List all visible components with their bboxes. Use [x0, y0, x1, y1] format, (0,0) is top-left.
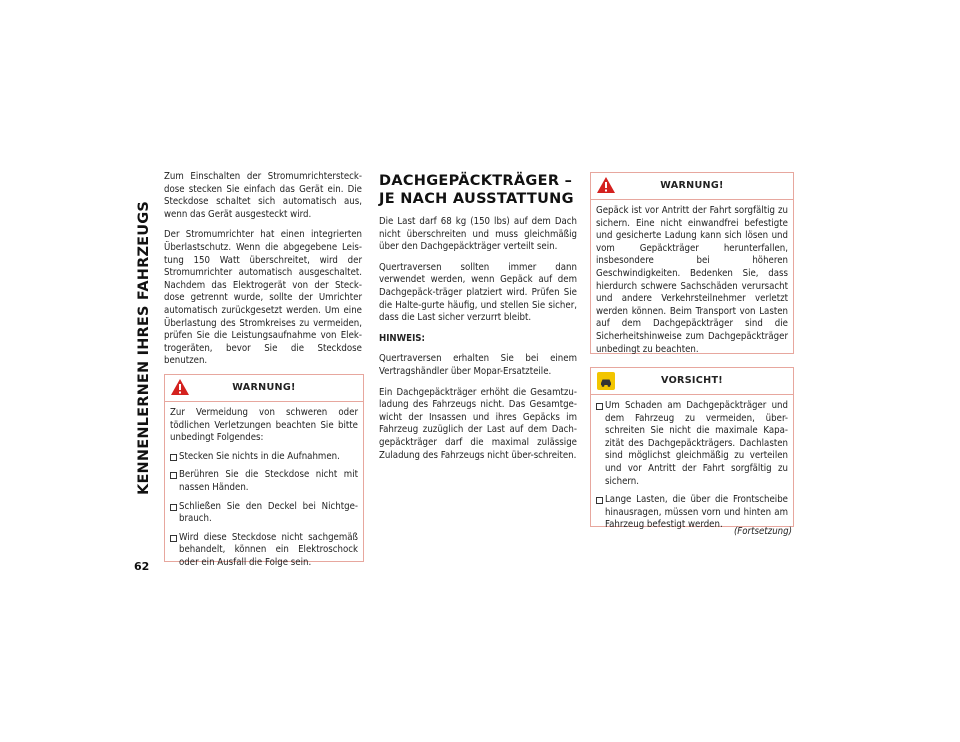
warning-box-roof-rack [590, 172, 794, 354]
page-number: 62 [134, 560, 150, 573]
list-item: Um Schaden am Dachgepäckträger und dem Fahrzeug zu vermeiden, über-schreiten Sie nicht die maximale Kapa-zität des Dachgepäckträgers. Dachlasten sind möglichst gleichmäßig zu verteilen und vor Antritt der Fahrt sorgfältig zu sichern. [596, 400, 788, 488]
warning-text: Gepäck ist vor Antritt der Fahrt sorgfältig zu sichern. Eine nicht einwandfrei befestigte und gesicherte Ladung kann sich lösen und vom Gepäckträger herunterfallen, insbesondere bei höheren Geschwindigkeiten. Bedenken Sie, dass hierdurch schwere Sachschäden verursacht und andere Verkehrsteilnehmer verletzt werden können. Beim Transport von Lasten auf dem Dachgepäckträger sind die Sicherheitshinweise zum Dachgepäckträger unbedingt zu beachten. [596, 205, 788, 355]
bullet-square-icon [170, 504, 177, 511]
paragraph: Ein Dachgepäckträger erhöht die Gesamtzu-ladung des Fahrzeugs nicht. Das Gesamtge-wicht der Insassen und ihres Gepäcks im Fahrzeug zuzüglich der Last auf dem Dach-gepäckträger darf die maximal zulässige Zuladung des Fahrzeugs nicht über-schreiten. [379, 386, 577, 461]
continued-note: (Fortsetzung) [733, 526, 792, 537]
bullet-square-icon [596, 497, 603, 504]
warning-title: WARNUNG! [660, 180, 724, 191]
warning-header [591, 173, 793, 200]
paragraph: Die Last darf 68 kg (150 lbs) auf dem Dach nicht überschreiten und muss gleichmäßig über den Dachgepäckträger verteilt sein. [379, 216, 577, 253]
warning-header [165, 375, 363, 402]
column-1 [164, 171, 362, 376]
list-item: Schließen Sie den Deckel bei Nichtge-brauch. [170, 501, 358, 526]
warning-title: WARNUNG! [232, 382, 296, 393]
caution-box-roof-rack [590, 367, 794, 531]
section-heading: DACHGEPÄCKTRÄGER – JE NACH AUSSTATTUNG [379, 173, 574, 207]
bullet-square-icon [596, 403, 603, 410]
warning-intro: Zur Vermeidung von schweren oder tödlichen Verletzungen beachten Sie bitte unbedingt Folgendes: [170, 407, 358, 444]
caution-header [591, 368, 793, 395]
note-title: HINWEIS: [379, 332, 425, 344]
side-chapter-title: KENNENLERNEN IHRES FAHRZEUGS [136, 201, 152, 495]
note-text: Quertraversen erhalten Sie bei einem Vertragshändler über Mopar-Ersatzteile. [379, 353, 577, 377]
bullet-square-icon [170, 535, 177, 542]
warning-box-power-outlet [164, 374, 364, 568]
paragraph: Der Stromumrichter hat einen integrierten Überlastschutz. Wenn die abgegebene Leis-tung 150 Watt überschreitet, wird der Stromumrichter automatisch ausgeschaltet. Nachdem das Elektrogerät von der Steck-dose getrennt wurde, sollte der Umrichter automatisch zurückgesetzt werden. Um eine Überlastung des Stromkreises zu vermeiden, prüfen Sie die Leistungsaufnahme von Elek-trogeräten, bevor Sie die Steckdose benutzen. [164, 229, 362, 367]
list-item: Lange Lasten, die über die Frontscheibe hinausragen, müssen vorn und hinten am Fahrzeug befestigt werden. [596, 494, 788, 532]
list-item: Stecken Sie nichts in die Aufnahmen. [170, 451, 358, 464]
list-item: Berühren Sie die Steckdose nicht mit nassen Händen. [170, 469, 358, 494]
list-item: Wird diese Steckdose nicht sachgemäß behandelt, können ein Elektroschock oder ein Ausfall die Folge sein. [170, 532, 358, 570]
bullet-square-icon [170, 472, 177, 479]
paragraph: Quertraversen sollten immer dann verwendet werden, wenn Gepäck auf dem Dachgepäck-träger platziert wird. Prüfen Sie die Halte-gurte häufig, und stellen Sie sicher, dass die Last sicher verzurrt bleibt. [379, 261, 577, 324]
paragraph: Zum Einschalten der Stromumrichtersteck-dose stecken Sie einfach das Gerät ein. Die Steckdose schaltet sich automatisch aus, wenn das Gerät ausgesteckt wird. [164, 171, 362, 220]
bullet-square-icon [170, 454, 177, 461]
caution-title: VORSICHT! [661, 375, 723, 386]
column-2 [379, 216, 577, 470]
